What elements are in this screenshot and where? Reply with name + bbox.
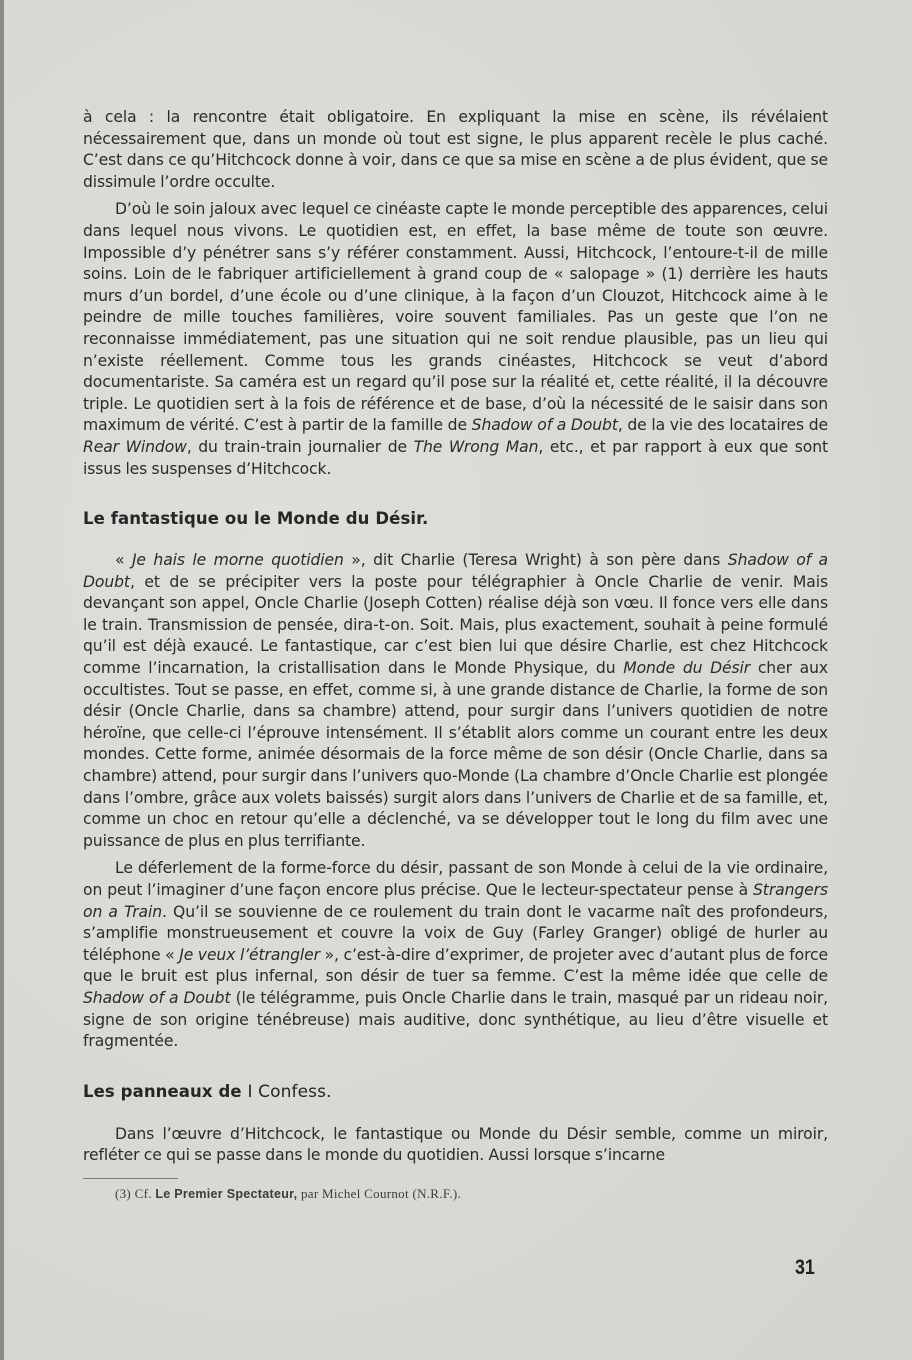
book-page [83, 107, 828, 1202]
italic-title: Rear Window [83, 437, 187, 456]
text-run: », dit Charlie (Teresa Wright) à son père dans [343, 551, 728, 570]
footnote [115, 1186, 828, 1202]
heading-bold-part: Les panneaux de [83, 1081, 242, 1101]
section-intro [83, 107, 828, 480]
italic-title: Je veux l’étrangler [179, 945, 320, 964]
footnote-prefix: (3) Cf. [115, 1185, 156, 1201]
italic-title: Je hais le morne quotidien [131, 551, 344, 570]
text-run: (le télégramme, puis Oncle Charlie dans le train, masqué par un rideau noir, signe de son origine ténébreuse) mais auditive, donc synthétique, au lieu d’être visuelle et fragmentée. [83, 988, 829, 1051]
paragraph [83, 550, 828, 852]
text-run: D’où le soin jaloux avec lequel ce cinéaste capte le monde perceptible des apparences, celui dans lequel nous vivons. Le quotidien est, en effet, la base même de toute son œuvre. Impossible d’y pénétrer sans s’y référer constamment. Aussi, Hitchcock, l’entoure-t-il de mille soins. Loin de le fabriquer artificiellement à grand coup de « salopage » (1) derrière les hauts murs d’un bordel, d’une école ou d’une clinique, à la façon d’un Clouzot, Hitchcock aime à le peindre de mille touches familières, voire souvent familiales. Pas un geste que l’on ne reconnaisse immédiatement, pas une situation qui ne soit rendue plausible, pas un lieu qui n’existe réellement. Comme tous les grands cinéastes, Hitchcock se veut d’abord documentariste. Sa caméra est un regard qu’il pose sur la réalité et, cette réalité, il la découvre triple. Le quotidien sert à la fois de référence et de base, d’où la nécessité de le saisir dans son maximum de vérité. C’est à partir de la famille de [83, 200, 828, 435]
section-heading-panneaux [83, 1082, 828, 1102]
paragraph [83, 199, 828, 480]
footnote-suffix: par Michel Cournot (N.R.F.). [297, 1185, 462, 1201]
footnote-book-title: Le Premier Spectateur, [155, 1186, 298, 1201]
page-spine-shadow [0, 0, 4, 1360]
heading-film-title: I Confess. [247, 1081, 332, 1102]
section-fantastique [83, 550, 828, 1053]
text-run: cher aux occultistes. Tout se passe, en effet, comme si, à une grande distance de Charlie, la forme de son désir (Oncle Charlie, dans sa chambre) attend, pour surgir dans l’univers quotidien de notre héroïne, que celle-ci l’éprouve intensément. Il s’établit alors comme un courant entre les deux mondes. Cette forme, animée désormais de la force même de son désir (Oncle Charlie, dans sa chambre) attend, pour surgir dans l’univers quo-Monde (La chambre d’Oncle Charlie est plongée dans l’ombre, grâce aux volets baissés) surgit alors dans l’univers de Charlie et de sa famille, et, comme un choc en retour qu’elle a déclenché, va se développer tout le long du film avec une puissance de plus en plus terrifiante. [83, 659, 828, 850]
text-run: « [115, 551, 132, 570]
italic-title: The Wrong Man [413, 437, 539, 456]
text-run: . Qu’il se souvienne de ce roulement du train dont le vacarme naît des profondeurs, s’amplifie monstrueusement et couvre la voix de Guy (Farley Granger) obligé de hurler au téléphone « [83, 902, 828, 964]
italic-title: Shadow of a Doubt [471, 416, 618, 435]
text-run: Le déferlement de la forme-force du désir, passant de son Monde à celui de la vie ordinaire, on peut l’imaginer d’une façon encore plus précise. Que le lecteur-spectateur pense à [83, 859, 828, 899]
paragraph [83, 858, 828, 1052]
italic-title: Monde du Désir [623, 659, 751, 678]
paragraph [83, 1124, 828, 1167]
text-run: , du train-train journalier de [186, 437, 414, 456]
text-run: Dans l’œuvre d’Hitchcock, le fantastique ou Monde du Désir semble, comme un miroir, refléter ce qui se passe dans le monde du quotidien. Aussi lorsque s’incarne [83, 1124, 828, 1165]
page-number: 31 [795, 1256, 815, 1279]
text-run: à cela : la rencontre était obligatoire. En expliquant la mise en scène, ils révélaient nécessairement que, dans un monde où tout est signe, le plus apparent recèle le plus caché. C’est dans ce qu’Hitchcock donne à voir, dans ce que sa mise en scène a de plus évident, que se dissimule l’ordre occulte. [83, 108, 828, 191]
text-run: , de la vie des locataires de [617, 416, 829, 435]
italic-title: Shadow of a Doubt [83, 988, 231, 1007]
section-heading-fantastique: Le fantastique ou le Monde du Désir. [83, 509, 429, 529]
section-panneaux [83, 1124, 828, 1167]
text-run: , et de se précipiter vers la poste pour télégraphier à Oncle Charlie de venir. Mais devançant son appel, Oncle Charlie (Joseph Cotten) réalise déjà son vœu. Il fonce vers elle dans le train. Transmission de pensée, dira-t-on. Soit. Mais, plus exactement, souhait à peine formulé qu’il est déjà exaucé. Le fantastique, car c’est bien lui que désire Charlie, est chez Hitchcock comme l’incarnation, la cristallisation dans le Monde Physique, du [83, 572, 828, 678]
paragraph [83, 107, 828, 193]
footnote-divider [83, 1178, 178, 1179]
italic-title: Shadow of a Doubt [83, 551, 828, 591]
text-run: », c’est-à-dire d’exprimer, de projeter avec d’autant plus de force que le bruit est plus infernal, son désir de tuer sa femme. C’est la même idée que celle de [83, 945, 829, 986]
italic-title: Strangers on a Train [83, 881, 828, 921]
text-run: , etc., et par rapport à eux que sont issus les suspenses d’Hitchcock. [83, 437, 828, 478]
